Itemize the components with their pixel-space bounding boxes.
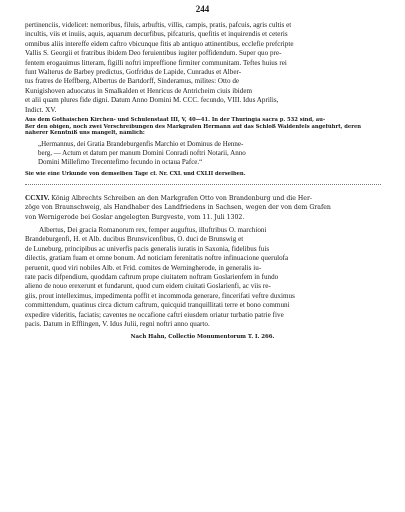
text-line: incultis, viis et inuiis, aquis, aquarum decurfibus, pifcaturis, quefitis et inquirendis et ceteris bbox=[25, 30, 288, 39]
text-line: funt Walterus de Barbey predictus, Gotfridus de Lapide, Cunradus et Alber- bbox=[25, 68, 242, 77]
quote-line: Domini Millefimo Trecentefimo fecundo in octaua Pafce.“ bbox=[38, 158, 203, 167]
note-line: Sie wie eine Urkunde von demselben Tage cf. Nr. CXL und CXLII derselben. bbox=[25, 171, 246, 177]
heading-line-1 bbox=[25, 194, 381, 203]
note-line: Aus dem Gothaischen Kirchen- und Schulenstaat III, V, 40—41. In der Thuringia sacra p. 532 sind, au- bbox=[25, 117, 326, 123]
text-line: peruenit, quod viri nobiles Alb. et Frid. comites de Werningherode, in generalis iu- bbox=[25, 263, 262, 272]
document-heading bbox=[25, 194, 381, 222]
document-number: CCXIV. bbox=[25, 194, 50, 202]
text-line: fentem erogauimus litteram, figilli noftri impreffione firmiter communitam. Teftes huius rei bbox=[25, 58, 287, 67]
text-line: rate pacis difpendium, quoddam caftrum prope ciuitatem noftram Goslarienfem in fundo bbox=[25, 273, 279, 282]
text-line: Vallis S. Georgii et fratribus ibidem Deo feruientibus iugiter poffidendum. Super quo pre- bbox=[25, 49, 282, 58]
note-line: näherer Kenntniß uns mangelt, nämlich: bbox=[25, 130, 145, 137]
source-citation: Nach Hahn, Collectio Monumentorum T. I. 266. bbox=[130, 334, 275, 340]
text-line: tus fratres de Heffberg, Albertus de Bartdorff, Sinderamus, milites: Otto de bbox=[25, 77, 240, 86]
text-line: alieno de nouo erexerunt et fundarunt, quod cum eidem ciuitati Goslarienfi, ac viis re- bbox=[25, 282, 271, 291]
page-number: 244 bbox=[195, 4, 210, 14]
quote-line: berg, — Actum et datum per manum Domini Conradi noftri Notarii, Anno bbox=[38, 149, 246, 158]
charter-text bbox=[25, 226, 381, 329]
text-line: pertinenciis, videlicet: nemoribus, filuis, arbuftis, villis, campis, pratis, pafcuis, agris cultis et bbox=[25, 21, 292, 29]
text-line: Indict. XV. bbox=[25, 105, 57, 114]
text-line: expedire videritis, faciatis; caventes ne occafione caftri eiusdem oriatur turbatio patrie five bbox=[25, 310, 284, 319]
text-line: Albertus, Dei gracia Romanorum rex, femper auguftus, illuftribus O. marchioni bbox=[39, 226, 267, 234]
text-line: giis, prout intelleximus, impedimenta poffit et incommoda generare, fincerifati veftre duximus bbox=[25, 291, 295, 300]
text-line: Kunigishoven aduocatus in Smalkalden et Henricus de Antricheim ciuis ibidem bbox=[25, 86, 253, 95]
text-line: pacis. Datum in Efflingen, V. Idus Julii, regni noftri anno quarto. bbox=[25, 320, 210, 329]
text-line: et alii quam plures fide digni. Datum Anno Domini M. CCC. fecundo, VIII. Idus Aprilis, bbox=[25, 96, 279, 105]
section-divider bbox=[25, 184, 381, 185]
text-line: Brandeburgenfi, H. et Alb. ducibus Brunsvicenfibus, O. duci de Brunswig et bbox=[25, 235, 244, 244]
text-line: dilectis, gratiam fuam et omne bonum. Ad noticiam ferenitatis noftre infinuacione querulofa bbox=[25, 254, 289, 263]
note-line: ßer den obigen, noch zwei Verschreibungen des Markgrafen Hermann auf das Schloß Waldenfels angeführt, deren bbox=[25, 123, 362, 130]
quote-note bbox=[25, 171, 381, 178]
heading-line: von Wernigerode bei Goslar angelegten Burgveste, vom 11. Juli 1302. bbox=[25, 213, 245, 221]
quoted-charter bbox=[38, 140, 378, 168]
charter-text-continued bbox=[25, 21, 381, 115]
text-line: omnibus aliis intereffe eidem caftro vbicunque fitis ab antiquo attinentibus, ecclefie prefcripte bbox=[25, 39, 294, 48]
text-line: de Luneburg, principibus ac univerfis pacis generalis iuratis in Saxonia, fidelibus fuis bbox=[25, 244, 270, 253]
text-line: committendum, quatinus circa dictum caftrum, quicquid tranquillitati terre et bono communi bbox=[25, 301, 290, 310]
heading-line: zöge von Braunschweig, als Handhaber des Landfriedens in Sachsen, wegen der von dem Grafen bbox=[25, 204, 331, 212]
source-note bbox=[25, 117, 381, 137]
heading-text: König Albrechts Schreiben an den Markgrafen Otto von Brandenburg und die Her- bbox=[51, 195, 313, 202]
quote-line: „Hermannus, dei Gratia Brandeburgenfis Marchio et Dominus de Henne- bbox=[38, 140, 244, 148]
